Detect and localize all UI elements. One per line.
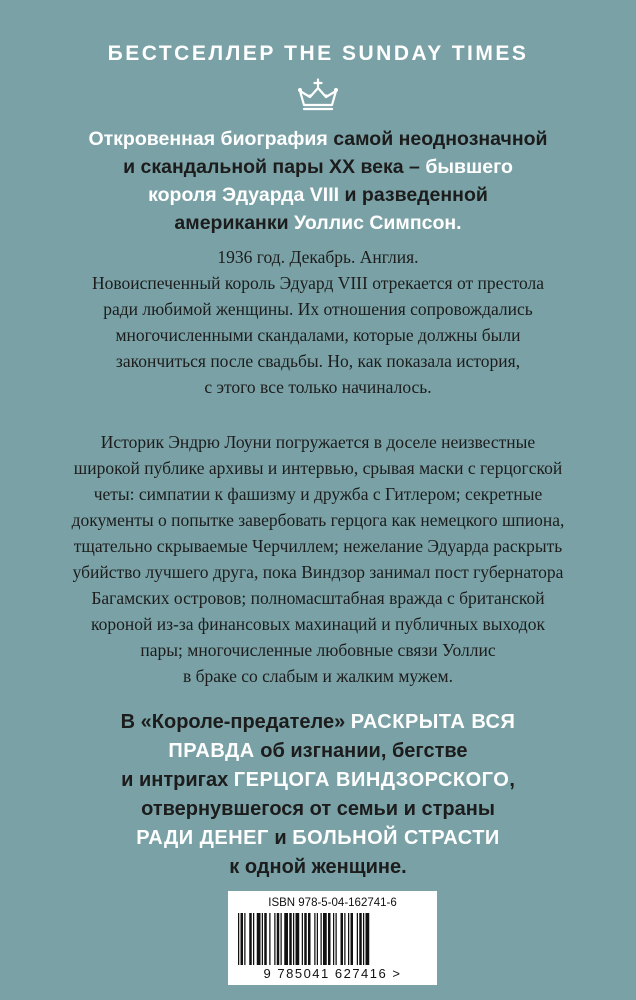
crown-icon xyxy=(296,78,340,112)
barcode-number: 9 785041 627416 > xyxy=(263,966,402,981)
text-line: Историк Эндрю Лоуни погружается в доселе неизвестные xyxy=(100,432,536,452)
closing-highlight: ПРАВДА xyxy=(168,740,255,762)
barcode-block xyxy=(228,891,437,985)
intro-line-2 xyxy=(50,153,586,181)
text-line: убийство лучшего друга, пока Виндзор занимал пост губернатора xyxy=(72,562,564,582)
closing-text: и интригах xyxy=(121,769,234,791)
closing-text: об изгнании, бегстве xyxy=(254,740,468,762)
closing-highlight: РАДИ ДЕНЕГ xyxy=(136,827,269,849)
closing-line-2 xyxy=(60,737,576,766)
intro-highlight: короля Эдуарда VIII xyxy=(148,184,340,206)
closing-text: В «Короле-предателе» xyxy=(120,711,351,733)
intro-highlight: бывшего xyxy=(425,156,513,178)
intro-line-3 xyxy=(50,181,586,209)
intro-line-1 xyxy=(50,125,586,153)
closing-statement xyxy=(60,708,576,882)
text-line: пары; многочисленные любовные связи Уоллис xyxy=(140,640,496,660)
closing-highlight: БОЛЬНОЙ СТРАСТИ xyxy=(292,827,500,849)
text-line: с этого все только начиналось. xyxy=(204,377,432,397)
closing-text: и xyxy=(268,827,293,849)
intro-tagline xyxy=(50,125,586,237)
text-line: ради любимой женщины. Их отношения сопровождались xyxy=(103,299,533,319)
closing-highlight: ГЕРЦОГА ВИНДЗОРСКОГО xyxy=(233,769,510,791)
closing-line-4: отвернувшегося от семьи и страны xyxy=(141,798,495,820)
text-line: широкой публике архивы и интервью, срывая маски с герцогской xyxy=(73,458,563,478)
intro-text: и скандальной пары XX века – xyxy=(123,156,426,178)
text-line: Багамских островов; полномасштабная вражда с британской xyxy=(91,588,545,608)
text-line: 1936 год. Декабрь. Англия. xyxy=(217,247,419,267)
text-line: закончиться после свадьбы. Но, как показала история, xyxy=(115,351,521,371)
closing-line-3 xyxy=(60,766,576,795)
closing-highlight: РАСКРЫТА ВСЯ xyxy=(350,711,516,733)
intro-line-4 xyxy=(50,209,586,237)
text-line: тщательно скрываемые Черчиллем; нежелание Эдуарда раскрыть xyxy=(73,536,563,556)
barcode-bars xyxy=(236,913,426,965)
description-paragraph-2 xyxy=(40,429,596,689)
bestseller-banner: БЕСТСЕЛЛЕР THE SUNDAY TIMES xyxy=(107,42,529,65)
closing-line-5 xyxy=(60,824,576,853)
intro-text: и разведенной xyxy=(339,184,488,206)
intro-text: самой неоднозначной xyxy=(327,128,548,150)
text-line: многочисленными скандалами, которые должны были xyxy=(115,325,521,345)
text-line: Новоиспеченный король Эдуард VIII отрекается от престола xyxy=(91,273,545,293)
closing-line-6: к одной женщине. xyxy=(229,856,407,878)
text-line: короной из-за финансовых махинаций и публичных выходок xyxy=(91,614,545,634)
closing-line-1 xyxy=(60,708,576,737)
description-paragraph-1 xyxy=(40,244,596,400)
text-line: в браке со слабым и жалким мужем. xyxy=(182,666,453,686)
intro-highlight: Откровенная биография xyxy=(88,128,328,150)
intro-text: американки xyxy=(174,212,294,234)
intro-highlight: Уоллис Симпсон. xyxy=(293,212,462,234)
closing-text: , xyxy=(509,769,515,791)
text-line: четы: симпатии к фашизму и дружба с Гитлером; секретные xyxy=(93,484,543,504)
isbn-label: ISBN 978-5-04-162741-6 xyxy=(268,897,397,909)
text-line: документы о попытке завербовать герцога как немецкого шпиона, xyxy=(71,510,565,530)
